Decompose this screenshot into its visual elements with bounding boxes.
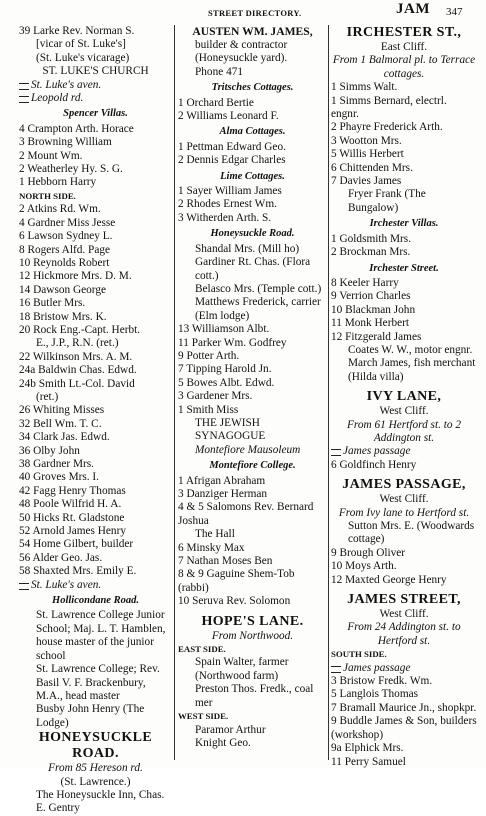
directory-entry: Belasco Mrs. (Temple cott.) bbox=[195, 282, 322, 295]
directory-entry: 16 Butler Mrs. bbox=[19, 297, 86, 310]
directory-entry: Fryer Frank (The Bungalow) bbox=[348, 188, 426, 214]
street-heading: HONEYSUCKLE ROAD. bbox=[38, 730, 153, 762]
directory-entry: 2 Brockman Mrs. bbox=[331, 246, 411, 259]
directory-entry: West Cliff. bbox=[379, 493, 429, 506]
directory-entry: 7 Nathan Moses Ben bbox=[178, 555, 273, 568]
directory-entry: 1 Sayer William James bbox=[178, 185, 282, 198]
directory-entry: 1 Simms Walt. bbox=[331, 81, 398, 94]
directory-entry: [vicar of St. Luke's] bbox=[36, 38, 126, 51]
directory-entry: Sutton Mrs. E. (Woodwards cottage) bbox=[348, 520, 475, 546]
subsection-heading: Irchester Street. bbox=[369, 262, 439, 274]
directory-entry: 12 Hickmore Mrs. D. M. bbox=[19, 270, 132, 283]
directory-entry: 2 Weatherley Hy. S. G. bbox=[19, 163, 123, 176]
directory-entry: 42 Fagg Henry Thomas bbox=[19, 484, 126, 497]
directory-entry: Knight Geo. bbox=[195, 736, 251, 749]
directory-entry: St. Lawrence College Junior School; Maj. L. T. Hamblen, house master of the junior school bbox=[36, 609, 166, 662]
subsection-heading: Tritsches Cottages. bbox=[211, 82, 294, 94]
directory-entry: 24a Baldwin Chas. Edwd. bbox=[19, 364, 137, 377]
directory-entry: 7 Tipping Harold Jn. bbox=[178, 363, 272, 376]
directory-entry: 10 Moys Arth. bbox=[331, 560, 397, 573]
directory-entry: 3 Danziger Herman bbox=[178, 488, 268, 500]
directory-entry: 2 Phayre Frederick Arth. bbox=[331, 121, 443, 134]
side-label: EAST SIDE. bbox=[178, 644, 226, 655]
directory-entry: 3 Browning William bbox=[19, 136, 112, 149]
subsection-heading: Montefiore College. bbox=[209, 460, 296, 472]
directory-entry: 1 Simms Bernard, electrl. engnr. bbox=[331, 94, 447, 121]
directory-entry: 32 Bell Wm. T. C. bbox=[19, 417, 102, 430]
directory-entry: 6 Lawson Sydney L. bbox=[19, 230, 113, 243]
directory-entry: 7 Bramall Maurice Jn., shopkpr. bbox=[331, 701, 477, 714]
directory-entry: 50 Hicks Rt. Gladstone bbox=[19, 511, 125, 524]
directory-entry: 8 Rogers Alfd. Page bbox=[19, 243, 110, 256]
directory-entry: 3 Bristow Fredk. Wm. bbox=[331, 675, 433, 688]
directory-entry: 8 Keeler Harry bbox=[331, 276, 399, 289]
directory-entry: From 85 Hereson rd. bbox=[48, 762, 143, 775]
directory-entry: Gardiner Rt. Chas. (Flora cott.) bbox=[195, 256, 311, 282]
directory-entry: 9 Brough Oliver bbox=[331, 546, 406, 559]
directory-entry: From Ivy lane to Hertford st. bbox=[338, 506, 470, 519]
directory-entry: 6 Goldfinch Henry bbox=[331, 458, 417, 471]
directory-entry: 2 Rhodes Ernest Wm. bbox=[178, 198, 277, 211]
cross-street-marker: James passage bbox=[331, 445, 477, 458]
directory-entry: 1 Afrigan Abraham bbox=[178, 474, 266, 487]
directory-entry: (St. Lawrence.) bbox=[60, 775, 131, 788]
directory-entry: 36 Olby John bbox=[19, 444, 80, 457]
directory-entry: Busby John Henry (The Lodge) bbox=[36, 703, 145, 729]
directory-entry: 22 Wilkinson Mrs. A. M. bbox=[19, 350, 133, 363]
directory-entry: Coates W. W., motor engnr. bbox=[348, 343, 473, 356]
directory-entry: Spain Walter, farmer (Northwood farm) bbox=[195, 656, 289, 682]
directory-entry: ST. LUKE'S CHURCH bbox=[42, 65, 149, 78]
directory-entry: East Cliff. bbox=[380, 41, 428, 53]
subsection-heading: Alma Cottages. bbox=[219, 126, 286, 138]
street-heading: HOPE'S LANE. bbox=[201, 613, 304, 629]
column-middle bbox=[178, 25, 327, 765]
running-title: STREET DIRECTORY. bbox=[208, 8, 302, 18]
directory-entry: 2 Atkins Rd. Wm. bbox=[19, 203, 101, 216]
directory-entry: 5 Langlois Thomas bbox=[331, 688, 419, 701]
directory-entry: 3 Witherden Arth. S. bbox=[178, 211, 272, 224]
directory-entry: E., J.P., R.N. (ret.) bbox=[36, 337, 119, 350]
directory-entry: AUSTEN WM. JAMES, bbox=[192, 25, 313, 38]
directory-entry: 4 Gardner Miss Jesse bbox=[19, 216, 116, 229]
directory-entry: West Cliff. bbox=[379, 608, 429, 621]
directory-entry: Matthews Frederick, carrier (Elm lodge) bbox=[195, 296, 321, 322]
column-rule bbox=[174, 25, 175, 760]
directory-entry: From 24 Addington st. to Hertford st. bbox=[347, 621, 461, 647]
directory-entry: 38 Gardner Mrs. bbox=[19, 458, 94, 470]
directory-entry: 1 Pettman Edward Geo. bbox=[178, 140, 286, 153]
subsection-heading: Spencer Villas. bbox=[63, 108, 128, 120]
section-word: JAM bbox=[396, 1, 430, 17]
directory-entry: From 1 Balmoral pl. to Terrace cottages. bbox=[332, 54, 476, 80]
directory-entry: 34 Clark Jas. Edwd. bbox=[19, 431, 110, 444]
directory-entry: Phone 471 bbox=[195, 65, 244, 78]
directory-entry: 4 Crampton Arth. Horace bbox=[19, 122, 134, 135]
directory-entry: 2 Dennis Edgar Charles bbox=[178, 154, 286, 167]
directory-entry: 12 Fitzgerald James bbox=[331, 330, 422, 343]
directory-entry: 9 Verrion Charles bbox=[331, 290, 411, 303]
directory-entry: 10 Reynolds Robert bbox=[19, 256, 110, 269]
side-label: SOUTH SIDE. bbox=[331, 649, 387, 660]
directory-entry: 5 Willis Herbert bbox=[331, 148, 404, 161]
directory-entry: 1 Smith Miss bbox=[178, 403, 239, 416]
directory-entry: 26 Whiting Misses bbox=[19, 404, 105, 417]
directory-entry: Paramor Arthur bbox=[195, 723, 266, 736]
column-rule bbox=[328, 25, 329, 760]
directory-entry: 14 Dawson George bbox=[19, 283, 107, 296]
subsection-heading: Irchester Villas. bbox=[369, 218, 439, 230]
directory-entry: 10 Seruva Rev. Solomon bbox=[178, 595, 291, 608]
cross-street-marker: Leopold rd. bbox=[19, 92, 172, 105]
directory-entry: From 61 Hertford st. to 2 Addington st. bbox=[346, 418, 462, 444]
directory-entry: 6 Minsky Max bbox=[178, 541, 245, 554]
directory-entry: 52 Arnold James Henry bbox=[19, 525, 126, 538]
directory-entry: 3 Gardener Mrs. bbox=[178, 390, 253, 403]
directory-entry: 48 Poole Wilfrid H. A. bbox=[19, 498, 122, 511]
directory-entry: March James, fish merchant (Hilda villa) bbox=[348, 357, 476, 383]
directory-entry: 24b Smith Lt.-Col. David bbox=[19, 377, 135, 390]
directory-entry: 56 Alder Geo. Jas. bbox=[19, 551, 103, 564]
directory-entry: 13 Williamson Albt. bbox=[178, 323, 270, 336]
directory-entry: 1 Orchard Bertie bbox=[178, 96, 254, 109]
directory-entry: 5 Bowes Albt. Edwd. bbox=[178, 376, 275, 389]
page-number: 347 bbox=[446, 6, 463, 18]
directory-entry: 40 Groves Mrs. I. bbox=[19, 471, 100, 484]
page-header bbox=[0, 1, 486, 21]
directory-entry: The Honeysuckle Inn, Chas. E. Gentry bbox=[36, 788, 165, 815]
side-label: NORTH SIDE. bbox=[19, 190, 76, 201]
directory-entry: 9a Elphick Mrs. bbox=[331, 742, 404, 755]
directory-entry: (Honeysuckle yard). bbox=[195, 52, 288, 65]
directory-entry: 4 & 5 Salomons Rev. Bernard Joshua bbox=[178, 501, 314, 527]
directory-entry: THE JEWISH SYNAGOGUE bbox=[195, 416, 266, 443]
street-heading: IVY LANE, bbox=[366, 389, 442, 405]
directory-entry: 39 Larke Rev. Norman S. bbox=[19, 25, 135, 37]
directory-entry: builder & contractor bbox=[195, 39, 288, 51]
directory-entry: 7 Davies James bbox=[331, 175, 402, 188]
cross-street-marker: James passage bbox=[331, 662, 477, 675]
directory-entry: 11 Parker Wm. Godfrey bbox=[178, 336, 287, 349]
directory-entry: 18 Bristow Mrs. K. bbox=[19, 310, 107, 323]
directory-entry: Preston Thos. Fredk., coal mer bbox=[195, 683, 314, 709]
subsection-heading: Honeysuckle Road. bbox=[210, 228, 295, 240]
directory-entry: 9 Buddle James & Son, builders (workshop) bbox=[331, 715, 477, 741]
directory-entry: 6 Chittenden Mrs. bbox=[331, 161, 413, 174]
side-label: WEST SIDE. bbox=[178, 711, 229, 722]
directory-entry: 10 Blackman John bbox=[331, 303, 416, 316]
subsection-heading: Lime Cottages. bbox=[220, 170, 285, 182]
subsection-heading: Hollicondane Road. bbox=[52, 595, 139, 607]
column-right bbox=[331, 25, 477, 768]
directory-entry: St. Lawrence College; Rev. Basil V. F. Brackenbury, M.A., head master bbox=[36, 663, 160, 702]
directory-entry: 1 Hebborn Harry bbox=[19, 176, 97, 189]
directory-entry: 54 Home Gilbert, builder bbox=[19, 538, 134, 551]
directory-entry: 3 Wootton Mrs. bbox=[331, 134, 402, 147]
directory-entry: 11 Perry Samuel bbox=[331, 755, 406, 768]
directory-entry: 11 Monk Herbert bbox=[331, 317, 410, 330]
cross-street-marker: St. Luke's aven. bbox=[19, 579, 172, 592]
directory-entry: 12 Maxted George Henry bbox=[331, 573, 447, 586]
directory-entry: From Northwood. bbox=[211, 629, 294, 642]
directory-entry: Shandal Mrs. (Mill ho) bbox=[195, 242, 300, 255]
directory-entry: West Cliff. bbox=[379, 405, 429, 418]
directory-entry: 2 Mount Wm. bbox=[19, 149, 83, 162]
directory-entry: The Hall bbox=[195, 528, 235, 541]
directory-entry: 9 Potter Arth. bbox=[178, 349, 240, 362]
directory-entry: 58 Shaxted Mrs. Emily E. bbox=[19, 565, 137, 578]
street-heading: JAMES STREET, bbox=[347, 592, 461, 608]
cross-street-marker: St. Luke's aven. bbox=[19, 79, 172, 92]
directory-entry: 1 Goldsmith Mrs. bbox=[331, 232, 412, 245]
directory-entry: Montefiore Mausoleum bbox=[195, 443, 301, 456]
directory-entry: (ret.) bbox=[36, 390, 59, 403]
directory-entry: (St. Luke's vicarage) bbox=[36, 51, 130, 64]
street-heading: JAMES PASSAGE, bbox=[342, 477, 466, 493]
directory-entry: 8 & 9 Gaguine Shem-Tob (rabbi) bbox=[178, 568, 295, 594]
directory-entry: 2 Williams Leonard F. bbox=[178, 110, 279, 123]
column-left bbox=[19, 25, 172, 815]
street-heading: IRCHESTER ST., bbox=[346, 25, 462, 40]
directory-entry: 20 Rock Eng.-Capt. Herbt. bbox=[19, 323, 141, 336]
